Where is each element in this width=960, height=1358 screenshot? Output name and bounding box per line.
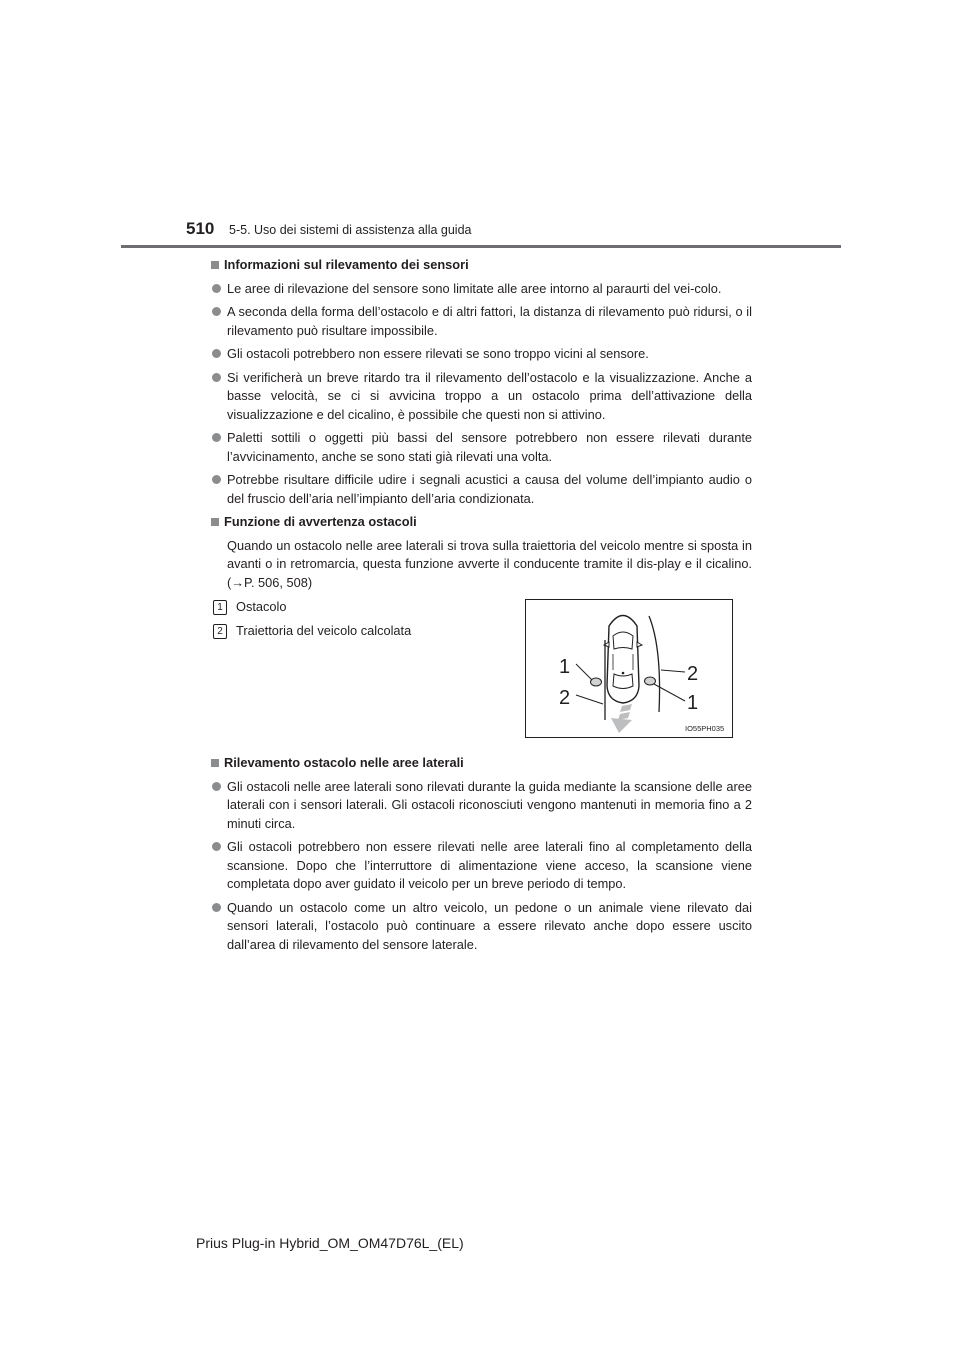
heading-side-detection xyxy=(210,754,752,773)
round-bullet-icon xyxy=(212,475,221,484)
legend-item xyxy=(210,622,490,646)
round-bullet-icon xyxy=(212,433,221,442)
list-item: A seconda della forma dell’ostacolo e di altri fattori, la distanza di rilevamento può ridursi, o il rilevamento può risultare impossibile. xyxy=(210,303,752,340)
round-bullet-icon xyxy=(212,307,221,316)
reverse-direction-arrow-icon xyxy=(611,704,632,733)
round-bullet-icon xyxy=(212,284,221,293)
round-bullet-icon xyxy=(212,782,221,791)
square-bullet-icon xyxy=(211,518,219,526)
list-item: Si verificherà un breve ritardo tra il rilevamento dell’ostacolo e la visualizzazione. Anche a basse velocità, se ci si avvicina troppo a un ostacolo prima dell’attivazione della visualizzazione e del cicalino, è possibile che questi non si attivino. xyxy=(210,369,752,425)
footer-document-id: Prius Plug-in Hybrid_OM_OM47D76L_(EL) xyxy=(196,1235,464,1251)
legend-label: Ostacolo xyxy=(236,599,287,614)
round-bullet-icon xyxy=(212,349,221,358)
heading-obstacle-warning xyxy=(210,513,752,532)
legend-label: Traiettoria del veicolo calcolata xyxy=(236,623,412,638)
obstacle-icon xyxy=(645,677,656,685)
page-number: 510 xyxy=(186,219,215,238)
heading-text: Rilevamento ostacolo nelle aree laterali xyxy=(224,755,464,770)
list-item: Gli ostacoli nelle aree laterali sono rilevati durante la guida mediante la scansione delle aree laterali con i sensori laterali. Gli ostacoli riconosciuti vengono mantenuti in memoria fino a 2 minuti circa. xyxy=(210,778,752,834)
round-bullet-icon xyxy=(212,842,221,851)
figure-code: IO55PH035 xyxy=(685,724,725,733)
square-bullet-icon xyxy=(211,759,219,767)
callout-1: 1 xyxy=(559,656,571,678)
callout-number: 1 xyxy=(213,600,227,615)
list-item: Le aree di rilevazione del sensore sono limitate alle aree intorno al paraurti del vei-colo. xyxy=(210,280,752,299)
callout-2: 2 xyxy=(559,687,571,709)
page-content xyxy=(210,256,752,959)
list-item: Gli ostacoli potrebbero non essere rilevati se sono troppo vicini al sensore. xyxy=(210,345,752,364)
trajectory-line-right xyxy=(649,616,660,712)
heading-text: Informazioni sul rilevamento dei sensori xyxy=(224,257,469,272)
list-item: Quando un ostacolo come un altro veicolo, un pedone o un animale viene rilevato dai sensori laterali, l’ostacolo può continuare a essere rilevato anche dopo essere uscito dall’area di rilevamento del sensore laterale. xyxy=(210,899,752,955)
section-title: 5-5. Uso dei sistemi di assistenza alla guida xyxy=(229,223,472,237)
car-icon xyxy=(607,616,639,704)
heading-sensor-detection xyxy=(210,256,752,275)
list-item: Gli ostacoli potrebbero non essere rilevati nelle aree laterali fino al completamento della scansione. Dopo che l’interruttore di alimentazione viene acceso, la scansione viene completata dopo aver guidato il veicolo per un breve periodo di tempo. xyxy=(210,838,752,894)
legend-item xyxy=(210,598,490,622)
list-item: Potrebbe risultare difficile udire i segnali acustici a causa del volume dell’impianto audio o del fruscio dell’aria nell’impianto dell’aria condizionata. xyxy=(210,471,752,508)
list-item: Paletti sottili o oggetti più bassi del sensore potrebbero non essere rilevati durante l’avvicinamento, anche se sono stati già rilevati una volta. xyxy=(210,429,752,466)
callout-2: 2 xyxy=(687,663,699,685)
figure-legend xyxy=(210,598,490,646)
warning-function-paragraph: Quando un ostacolo nelle aree laterali si trova sulla traiettoria del veicolo mentre si sposta in avanti o in retromarcia, questa funzione avverte il conducente tramite il dis-play e il cicalino. (→P. 506, 508) xyxy=(227,537,752,590)
heading-text: Funzione di avvertenza ostacoli xyxy=(224,514,417,529)
obstacle-icon xyxy=(591,678,602,686)
vehicle-trajectory-illustration xyxy=(526,600,732,737)
round-bullet-icon xyxy=(212,903,221,912)
header-rule xyxy=(121,245,841,248)
callout-1: 1 xyxy=(687,692,699,714)
vehicle-trajectory-figure xyxy=(525,599,733,738)
figure-block xyxy=(210,598,752,750)
callout-number: 2 xyxy=(213,624,227,639)
round-bullet-icon xyxy=(212,373,221,382)
square-bullet-icon xyxy=(211,261,219,269)
